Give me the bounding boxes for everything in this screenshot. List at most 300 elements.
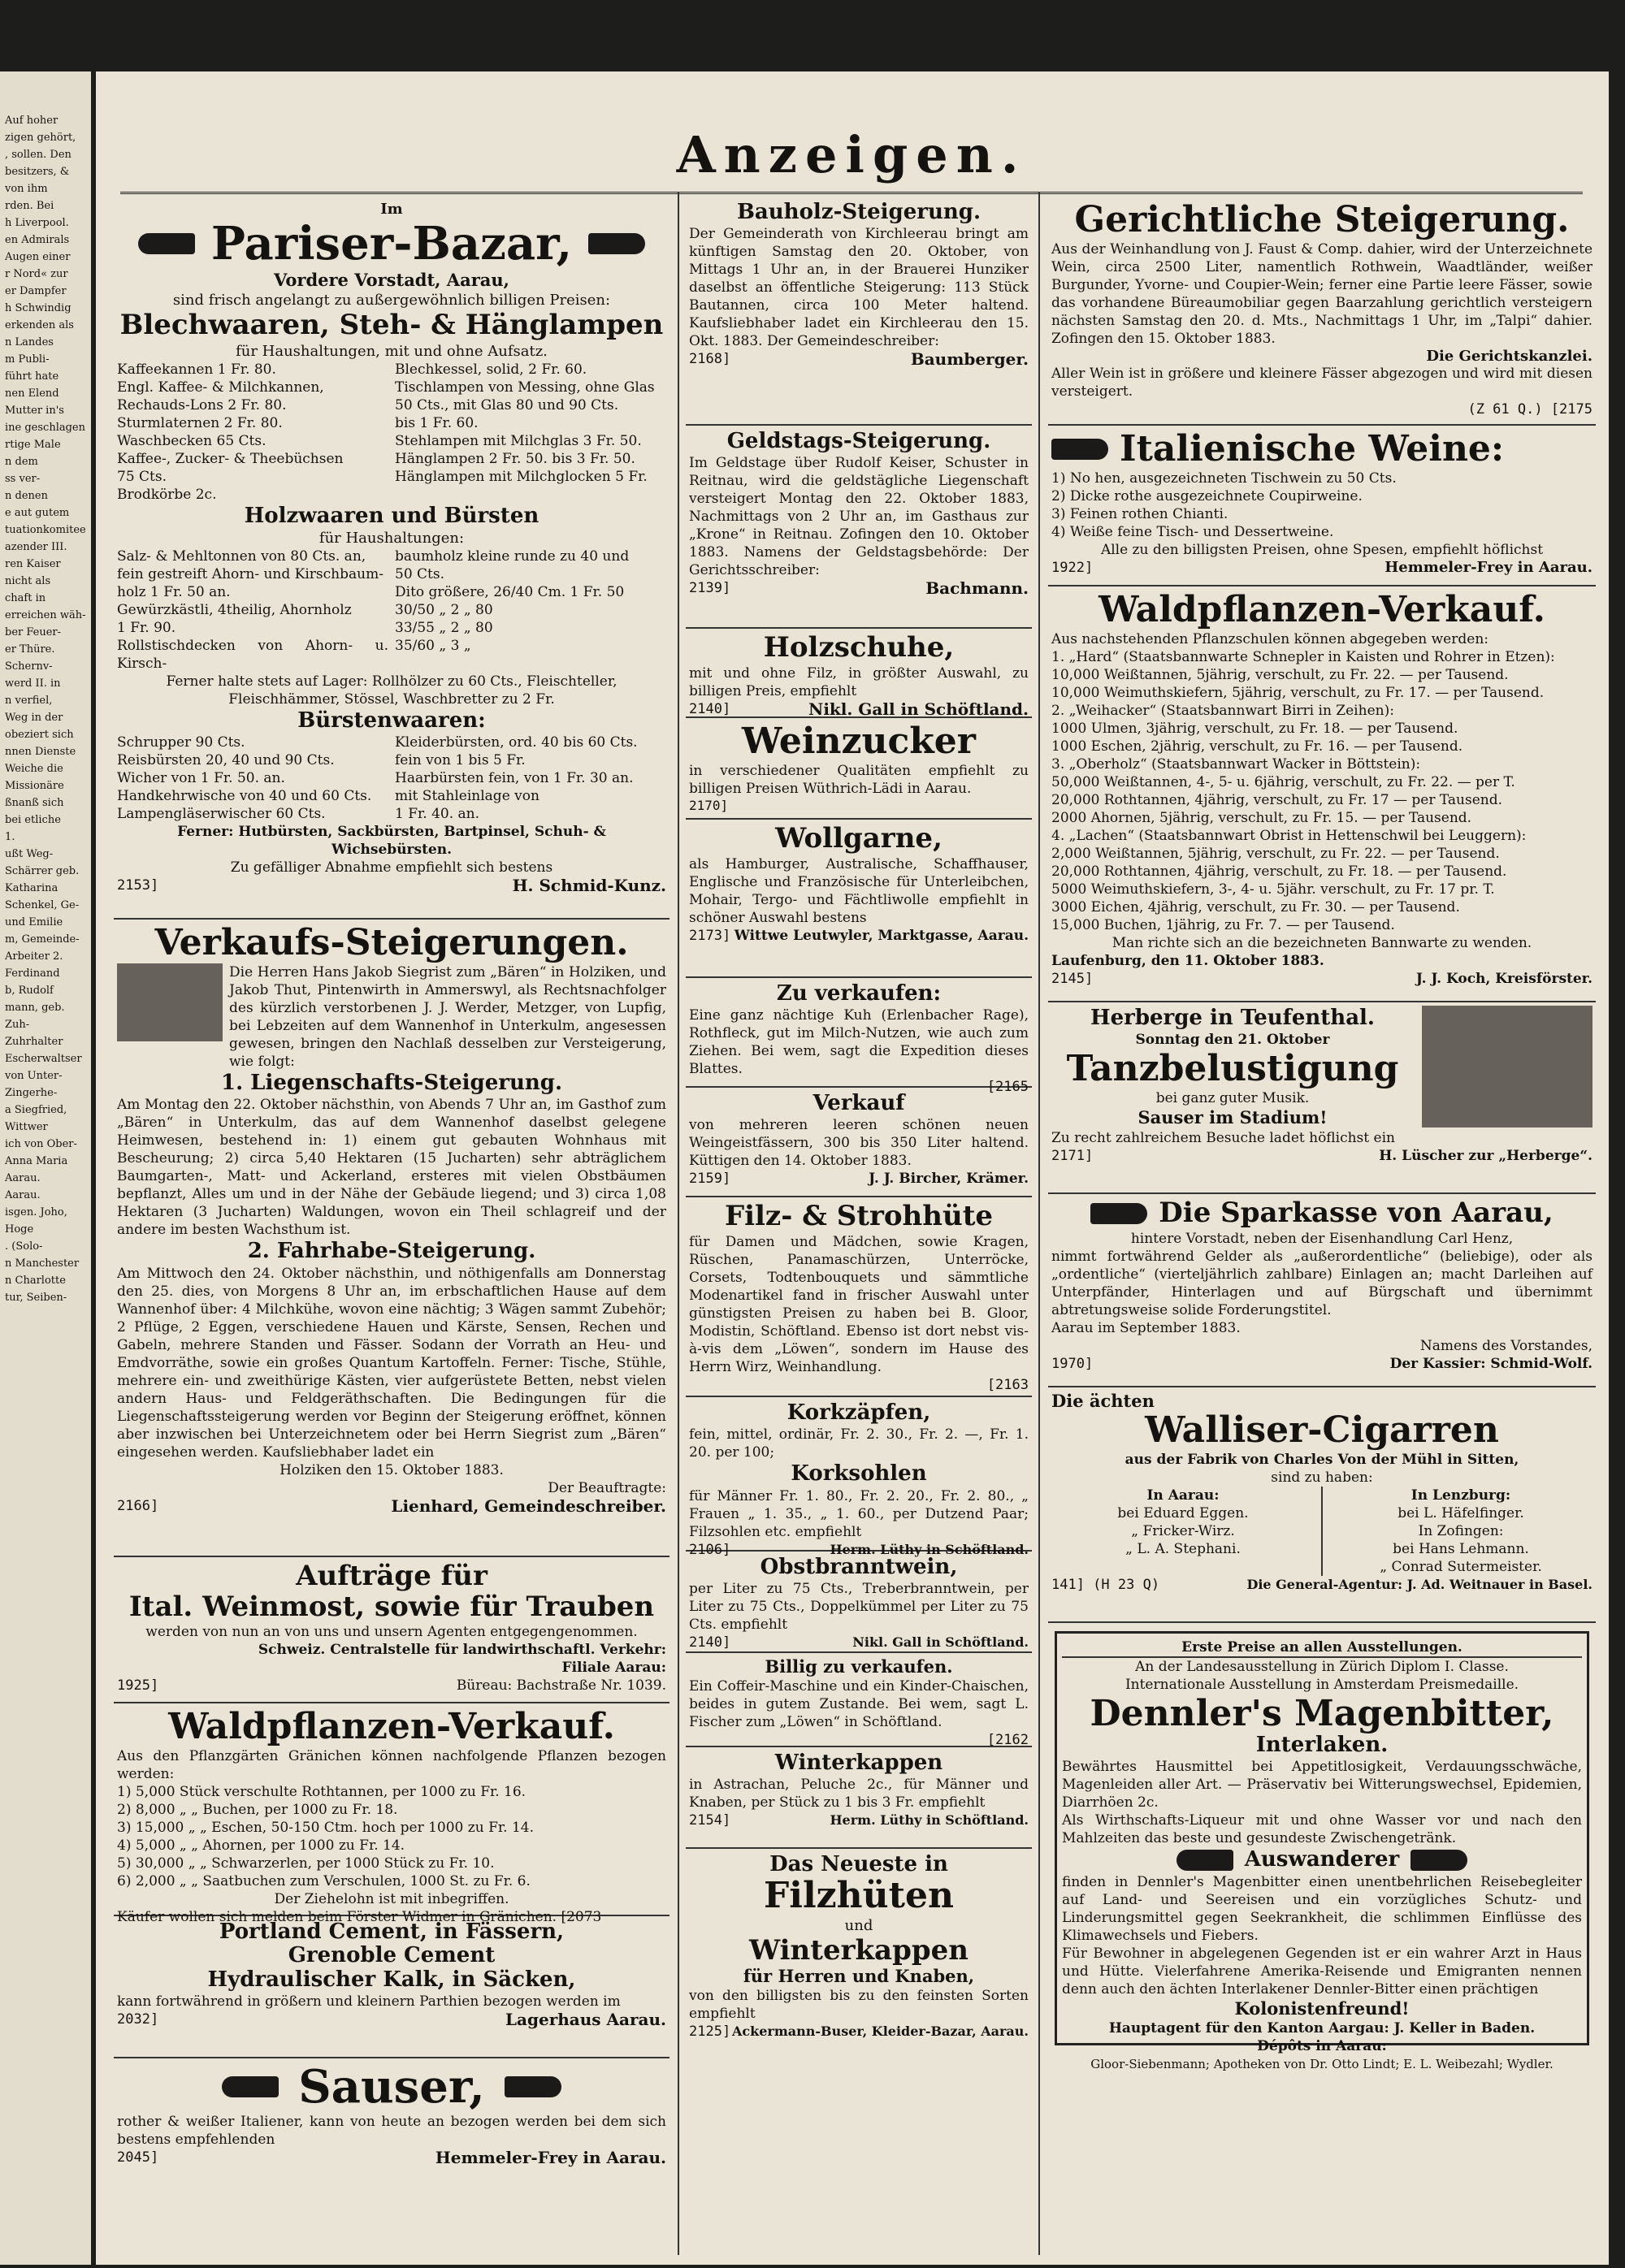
ad-text: Der Beauftragte:: [548, 1479, 666, 1496]
ad-title: Waldpflanzen-Verkauf.: [1098, 589, 1545, 630]
ad-bauholz: [686, 197, 1032, 426]
price-list-right: [395, 734, 666, 823]
strip-line: Wittwer: [5, 1121, 48, 1133]
ad-kork: [686, 1397, 1032, 1558]
pointing-hand-icon: [138, 233, 195, 254]
ad-text: kann fortwährend in größern und kleinern Parthien bezogen werden im: [117, 1993, 621, 2010]
price-item: Hänglampen mit Milchglocken 5 Fr.: [395, 468, 648, 485]
strip-line: a Siegfried,: [5, 1104, 67, 1116]
list-item: 2. „Weihacker“ (Staatsbannwart Birri in Zeihen):: [1051, 703, 1394, 720]
price-list: [117, 361, 666, 504]
pointing-hand-icon: [1176, 1850, 1233, 1871]
list-item: 2000 Ahornen, 5jährig, verschult, zu Fr. 15. — per Tausend.: [1051, 810, 1472, 827]
price-item: Salz- & Mehltonnen von 80 Cts. an,: [117, 548, 366, 565]
ad-code: 2171]: [1051, 1147, 1094, 1164]
ad-code: 2159]: [689, 1171, 731, 1188]
strip-line: erkenden als: [5, 319, 74, 331]
price-item: Waschbecken 65 Cts.: [117, 432, 266, 449]
strip-line: Augen einer: [5, 251, 71, 263]
list-item: 1000 Ulmen, 3jährig, verschult, zu Fr. 18. — per Tausend.: [1051, 721, 1458, 738]
strip-line: , sollen. Den: [5, 149, 72, 161]
ad-text: Im Geldstage über Rudolf Keiser, Schuster in Reitnau, wird die geldstägliche Liegenschaft versteigert Montag den 22. Oktober 1883, Nachmittags von 2 Uhr an, im Gasthaus zur „Krone“ in Reitnau. Zofingen den 10. Oktober 1883. Namens der Geldstagsbehörde: Der Gerichtsschreiber:: [689, 455, 1029, 579]
ad-title: Holzschuhe,: [763, 631, 955, 664]
ad-text: werden von nun an von uns und unsern Agenten entgegengenommen.: [145, 1624, 638, 1641]
ad-code: 2140]: [689, 700, 731, 717]
strip-line: h Liverpool.: [5, 217, 69, 229]
price-item: 35/60 „ 3 „: [395, 637, 471, 654]
strip-line: ußt Weg-: [5, 848, 54, 860]
masthead-title: Anzeigen.: [676, 125, 1027, 184]
price-item: 50 Cts., mit Glas 80 und 90 Cts.: [395, 396, 619, 413]
strip-line: ren Kaiser: [5, 558, 61, 570]
strip-line: r Nord« zur: [5, 268, 68, 280]
ad-text: rother & weißer Italiener, kann von heute an bezogen werden bei dem sich bestens empfehlenden: [117, 2113, 666, 2148]
strip-line: von Unter-: [5, 1070, 63, 1082]
price-item: Rechauds-Lons 2 Fr. 80.: [117, 396, 287, 413]
price-item: Hänglampen 2 Fr. 50. bis 3 Fr. 50.: [395, 450, 635, 467]
ad-text: Hauptagent für den Kanton Aargau: J. Keller in Baden.: [1108, 2019, 1536, 2036]
ad-text: als Hamburger, Australische, Schaffhauser, Englische und Französische für Unterleibchen, Mohair, Tergo- und Fächtliwolle empfiehlt in schöner Auswahl bestens: [689, 855, 1029, 926]
strip-line: von ihm: [5, 183, 48, 195]
ad-text: Käufer wollen sich melden beim Förster Widmer in Gränichen. [2073: [117, 1909, 602, 1926]
strip-line: Auf hoher: [5, 115, 58, 127]
ad-signature: Wittwe Leutwyler, Marktgasse, Aarau.: [734, 927, 1029, 944]
ad-title: Filzhüten: [764, 1875, 954, 1917]
ad-signature: Nikl. Gall in Schöftland.: [852, 1634, 1029, 1651]
list-item: 1) 5,000 Stück verschulte Rothtannen, per 1000 zu Fr. 16.: [117, 1784, 526, 1801]
ad-code: 2045]: [117, 2149, 159, 2166]
price-list-left: [117, 734, 388, 823]
list-item: 4) 5,000 „ „ Ahornen, per 1000 zu Fr. 14.: [117, 1837, 405, 1855]
ad-title: Korkzäpfen,: [786, 1400, 931, 1425]
strip-line: en Admirals: [5, 234, 70, 246]
ad-signature: Lienhard, Gemeindeschreiber.: [391, 1495, 666, 1516]
ad-text: von mehreren leeren schönen neuen Weingeistfässern, 300 bis 350 Liter haltend. Küttigen den 14. Oktober 1883.: [689, 1117, 1029, 1170]
price-item: Wicher von 1 Fr. 50. an.: [117, 770, 285, 787]
ad-text: Die Herren Hans Jakob Siegrist zum „Bären“ in Holziken, und Jakob Thut, Pintenwirth in Ammerswyl, als Rechtsnachfolger des kürzlich verstorbenen J. J. Werder, Metzger, von Lupfig, bei Lebzeiten auf dem Wannenhof in Unterkulm, angesessen gewesen, bringen den Nachlaß desselben zur Versteigerung, wie folgt:: [229, 964, 666, 1071]
ad-text: Aller Wein ist in größere und kleinere Fässer abgezogen und wird mit diesen versteigert.: [1051, 366, 1592, 400]
pointing-hand-icon: [1090, 1203, 1147, 1224]
strip-line: n denen: [5, 490, 48, 502]
engraving-illustration: [1422, 1006, 1592, 1128]
ad-address: Vordere Vorstadt, Aarau,: [274, 269, 509, 290]
ad-code: 2153]: [117, 877, 159, 894]
ad-signature: Nikl. Gall in Schöftland.: [808, 699, 1029, 719]
strip-line: ss ver-: [5, 473, 41, 485]
ad-title: Obstbranntwein,: [760, 1555, 958, 1579]
price-item: Stehlampen mit Milchglas 3 Fr. 50.: [395, 432, 642, 449]
ad-list: [117, 1783, 666, 1890]
ad-text: in verschiedener Qualitäten empfiehlt zu billigen Preisen Wüthrich-Lädi in Aarau.: [689, 763, 1029, 798]
ad-obstbranntwein: [686, 1552, 1032, 1653]
price-item: Blechkessel, solid, 2 Fr. 60.: [395, 361, 587, 378]
strip-line: mann, geb.: [5, 1002, 65, 1014]
price-item: baumholz kleine runde zu 40 und: [395, 548, 630, 565]
ad-list: [1051, 1504, 1315, 1558]
ad-text: sind zu haben:: [1271, 1469, 1373, 1487]
strip-line: h Schwindig: [5, 302, 72, 314]
ad-title: Billig zu verkaufen.: [765, 1656, 953, 1677]
ad-walliser-cigarren: [1048, 1387, 1596, 1623]
ad-section-title: Blechwaaren, Steh- & Hänglampen: [119, 308, 664, 341]
pointing-hand-icon: [222, 2076, 279, 2097]
ad-title: Italienische Weine:: [1120, 428, 1505, 470]
price-item: fein gestreift Ahorn- und Kirschbaum-: [117, 565, 384, 582]
ad-text: Ferner halte stets auf Lager: Rollhölzer zu 60 Cts., Fleischteller, Fleischhämmer, Stössel, Waschbretter zu 2 Fr.: [166, 673, 618, 708]
ad-title: Sauser,: [298, 2060, 485, 2114]
list-item: 2,000 Weißtannen, 5jährig, verschult, zu Fr. 22. — per Tausend.: [1051, 846, 1500, 863]
ad-title: Zu verkaufen:: [776, 981, 942, 1006]
ad-text: aus der Fabrik von Charles Von der Mühl in Sitten,: [1124, 1452, 1519, 1469]
strip-line: ine geschlagen: [5, 422, 85, 434]
ad-signature: Hemmeler-Frey in Aarau.: [1384, 559, 1592, 577]
strip-line: n Charlotte: [5, 1275, 66, 1287]
price-item: holz 1 Fr. 50 an.: [117, 583, 231, 600]
ad-cement: [114, 1916, 670, 2058]
ad-text: Internationale Ausstellung in Amsterdam Preismedaille.: [1124, 1677, 1519, 1693]
ad-title: Gerichtliche Steigerung.: [1074, 199, 1570, 240]
ad-title: Erste Preise an allen Ausstellungen.: [1062, 1638, 1582, 1658]
ad-date: Sonntag den 21. Oktober: [1135, 1032, 1330, 1049]
strip-line: Zingerhe-: [5, 1087, 58, 1099]
strip-line: Schärrer geb.: [5, 865, 80, 877]
ad-verkaufs-steigerungen: [114, 920, 670, 1557]
ad-title: Interlaken.: [1255, 1733, 1389, 1758]
strip-line: e aut gutem: [5, 507, 70, 519]
list-item: 50,000 Weißtannen, 4-, 5- u. 6jährig, verschult, zu Fr. 22. — per T.: [1051, 774, 1515, 791]
strip-line: m, Gemeinde-: [5, 933, 80, 946]
ad-text: Zu recht zahlreichem Besuche ladet höflichst ein: [1051, 1129, 1395, 1146]
strip-line: zigen gehört,: [5, 132, 76, 144]
price-list-right: [395, 548, 666, 673]
ad-code: 2166]: [117, 1497, 159, 1514]
ad-text: Ferner: Hutbürsten, Sackbürsten, Bartpinsel, Schuh- & Wichsebürsten.: [177, 824, 606, 859]
ad-title: für Herren und Knaben,: [743, 1966, 975, 1987]
ad-code: 141] (H 23 Q): [1051, 1577, 1160, 1594]
ad-title: Korksohlen: [791, 1461, 927, 1487]
ad-list: [1329, 1504, 1592, 1576]
strip-line: Schenkel, Ge-: [5, 899, 80, 911]
strip-line: isgen. Joho,: [5, 1206, 67, 1218]
strip-line: Weiche die: [5, 763, 63, 775]
strip-line: n Manchester: [5, 1257, 80, 1270]
price-item: Schrupper 90 Cts.: [117, 734, 245, 751]
ad-code: 2140]: [689, 1634, 731, 1651]
strip-line: ßnanß sich: [5, 797, 64, 809]
ad-text: finden in Dennler's Magenbitter einen unentbehrlichen Reisebegleiter auf Land- und Seereisen und ein vorzügliches Schutz- und Linderungsmittel gegen Seekrankheit, die schlimmen Einflüsse des Klimawechsels und Fiebers.: [1062, 1873, 1582, 1944]
price-item: Haarbürsten fein, von 1 Fr. 30 an.: [395, 770, 634, 787]
strip-line: Ferdinand: [5, 967, 60, 980]
ad-date: Aarau im September 1883.: [1051, 1319, 1241, 1336]
list-item: 3000 Eichen, 4jährig, verschult, zu Fr. 30. — per Tausend.: [1051, 899, 1460, 916]
strip-line: Aarau.: [5, 1189, 41, 1201]
ad-holzschuhe: [686, 629, 1032, 718]
list-item: 2) 8,000 „ „ Buchen, per 1000 zu Fr. 18.: [117, 1802, 398, 1819]
ad-title: Die ächten: [1051, 1391, 1155, 1411]
ad-title: Winterkappen: [774, 1751, 943, 1775]
ad-date: Laufenburg, den 11. Oktober 1883.: [1051, 953, 1324, 970]
strip-line: rtige Male: [5, 439, 61, 451]
price-item: 1 Fr. 90.: [117, 619, 176, 636]
newspaper-page: [96, 71, 1609, 2265]
price-item: Dito größere, 26/40 Cm. 1 Fr. 50: [395, 583, 625, 600]
pointing-hand-icon: [505, 2076, 561, 2097]
ad-signature: Bachmann.: [925, 578, 1029, 599]
ad-code: 2173]: [689, 927, 731, 944]
ad-list: [1051, 648, 1592, 934]
ad-sauser: [114, 2058, 670, 2180]
column-1: [107, 192, 676, 2255]
ad-code: [2163: [986, 1376, 1029, 1393]
ad-code: [2162: [986, 1732, 1029, 1749]
ad-signature: Die General-Agentur: J. Ad. Weitnauer in Basel.: [1246, 1577, 1592, 1593]
ad-herberge-teufenthal: [1048, 1002, 1596, 1194]
ad-text: Eine ganz nächtige Kuh (Erlenbacher Rage), Rothfleck, gut im Milch-Nutzen, wie auch zum Ziehen. Bei wem, sagt die Expedition dieses Blattes.: [689, 1007, 1029, 1078]
strip-line: rden. Bei: [5, 200, 54, 212]
ad-title: Das Neueste in: [769, 1852, 948, 1876]
ad-text: Ein Coffeir-Maschine und ein Kinder-Chaischen, beides in gutem Zustande. Bei wem, sagt L. Fischer zum „Löwen“ in Schöftland.: [689, 1678, 1029, 1731]
ad-auftraege: [114, 1557, 670, 1703]
ad-title: Winterkappen: [749, 1934, 968, 1967]
ad-verkauf-faesser: [686, 1088, 1032, 1197]
strip-line: nicht als: [5, 575, 51, 587]
ad-code: 2145]: [1051, 971, 1094, 988]
price-item: Reisbürsten 20, 40 und 90 Cts.: [117, 752, 335, 769]
strip-line: erreichen wäh-: [5, 609, 86, 621]
ad-signature: J. J. Koch, Kreisförster.: [1415, 971, 1592, 988]
ad-signature: J. J. Bircher, Krämer.: [869, 1171, 1029, 1188]
ad-title: Hydraulischer Kalk, in Säcken,: [207, 1967, 576, 1992]
strip-line: azender III.: [5, 541, 67, 553]
masthead: [120, 122, 1583, 194]
ad-signature: Ackermann-Buser, Kleider-Bazar, Aarau.: [731, 2023, 1029, 2040]
price-item: Rollstischdecken von Ahorn- u. Kirsch-: [117, 637, 388, 672]
ad-title: Wollgarne,: [775, 822, 942, 855]
strip-line: Katharina: [5, 882, 58, 894]
ad-intro: sind frisch angelangt zu außergewöhnlich billigen Preisen:: [172, 291, 611, 309]
ad-text: von den billigsten bis zu den feinsten Sorten empfiehlt: [689, 1988, 1029, 2023]
column-2: [678, 192, 1040, 2255]
ad-signature: Hemmeler-Frey in Aarau.: [435, 2147, 666, 2167]
price-list-left: [117, 548, 388, 673]
ad-sparkasse: [1048, 1194, 1596, 1387]
ad-title: Waldpflanzen-Verkauf.: [168, 1706, 615, 1747]
price-item: 75 Cts.: [117, 468, 167, 485]
price-item: fein von 1 bis 5 Fr.: [395, 752, 526, 769]
ad-text: fein, mittel, ordinär, Fr. 2. 30., Fr. 2. —, Fr. 1. 20. per 100;: [689, 1426, 1029, 1461]
ad-title-lines: [117, 1921, 666, 1991]
ad-weinzucker: [686, 718, 1032, 820]
ad-text: nimmt fortwährend Gelder als „außerordentliche“ (beliebige), oder als „ordentliche“ (vierteljährlich zahlbare) Einlagen an; macht Darleihen auf Unterpfänder, Hinterlagen und auf Bürgschaft und übernimmt abtretungsweise solide Forderungstitel.: [1051, 1248, 1592, 1318]
adjacent-page-strip: [0, 71, 91, 2265]
strip-line: Weg in der: [5, 712, 63, 724]
list-item: 1000 Eschen, 2jährig, verschult, zu Fr. 16. — per Tausend.: [1051, 738, 1463, 755]
ad-filz-strohhuete: [686, 1197, 1032, 1397]
list-item: 1. „Hard“ (Staatsbannwarte Schnepler in Kaisten und Rohrer in Etzen):: [1051, 649, 1555, 666]
list-item: 5000 Weimuthskiefern, 3-, 4- u. 5jähr. verschult, zu Fr. 17 pr. T.: [1051, 881, 1495, 898]
ad-signature: Herm. Lüthy in Schöftland.: [830, 1812, 1029, 1829]
strip-line: n Landes: [5, 336, 54, 348]
ad-title: Pariser-Bazar,: [210, 217, 573, 271]
pointing-hand-icon: [1051, 439, 1108, 460]
ad-zu-verkaufen: [686, 978, 1032, 1096]
strip-line: Hoge: [5, 1223, 34, 1236]
ad-list: [1051, 470, 1592, 541]
ad-text: in Astrachan, Peluche 2c., für Männer und Knaben, per Stück zu 1 bis 3 Fr. empfiehlt: [689, 1777, 1029, 1811]
ad-text: Bewährtes Hausmittel bei Appetitlosigkeit, Verdauungsschwäche, Magenleiden aller Art. — Präservativ bei Witterungswechsel, Epidemien, Diarrhöen 2c.: [1062, 1759, 1582, 1811]
price-item: mit Stahleinlage von: [395, 788, 540, 805]
strip-line: Zuh-: [5, 1019, 30, 1031]
ad-gerichtliche-steigerung: [1048, 197, 1596, 426]
ad-title: Kolonistenfreund!: [1234, 1997, 1410, 2019]
list-item: bei L. Häfelfinger.: [1398, 1505, 1524, 1522]
ad-title: Portland Cement, in Fässern,: [219, 1920, 565, 1944]
strip-line: Zuhrhalter: [5, 1036, 63, 1048]
price-list: [117, 734, 666, 823]
strip-line: obeziert sich: [5, 729, 74, 741]
ad-title: Dennler's Magenbitter,: [1090, 1693, 1554, 1734]
ad-text: mit und ohne Filz, in größter Auswahl, zu billigen Preis, empfiehlt: [689, 664, 1029, 699]
list-item: 10,000 Weimuthskiefern, 5jährig, verschult, zu Fr. 17. — per Tausend.: [1051, 685, 1545, 702]
ad-code: 2125]: [689, 2023, 731, 2041]
price-item: Brodkörbe 2c.: [117, 486, 217, 503]
list-item: 20,000 Rothtannen, 4jährig, verschult, zu Fr. 17 — per Tausend.: [1051, 792, 1503, 809]
ad-signature: Die Gerichtskanzlei.: [1426, 348, 1592, 366]
ad-dennler: [1048, 1623, 1596, 2071]
strip-line: besitzers, &: [5, 166, 70, 178]
ad-address: hintere Vorstadt, neben der Eisenhandlung Carl Henz,: [1130, 1230, 1514, 1247]
ad-signature: H. Lüscher zur „Herberge“.: [1379, 1147, 1592, 1164]
ad-text: bei ganz guter Musik.: [1155, 1090, 1310, 1107]
list-item: 1) No hen, ausgezeichneten Tischwein zu 50 Cts.: [1051, 470, 1397, 487]
ad-title: Weinzucker: [742, 721, 976, 762]
strip-line: ber Feuer-: [5, 626, 62, 638]
strip-line: Aarau.: [5, 1172, 41, 1184]
ad-text: Als Wirthschafts-Liqueur mit und ohne Wasser vor und nach den Mahlzeiten das beste und gesundeste Zwischengetränk.: [1062, 1812, 1582, 1847]
ad-text: Alle zu den billigsten Preisen, ohne Spesen, empfiehlt höflichst: [1100, 542, 1544, 559]
list-item: „ Conrad Sutermeister.: [1380, 1559, 1542, 1576]
list-item: 4. „Lachen“ (Staatsbannwart Obrist in Hettenschwil bei Leuggern):: [1051, 828, 1527, 845]
ad-code: 2168]: [689, 351, 731, 368]
ad-text: und: [844, 1917, 873, 1935]
list-item: „ L. A. Stephani.: [1125, 1541, 1241, 1558]
price-item: Kaffeekannen 1 Fr. 80.: [117, 361, 276, 378]
ad-section-sub: für Haushaltungen, mit und ohne Aufsatz.: [236, 342, 548, 360]
ad-intro-word: Im: [380, 201, 403, 218]
column-3: [1042, 192, 1602, 2255]
list-item: bei Hans Lehmann.: [1393, 1541, 1529, 1558]
price-item: Sturmlaternen 2 Fr. 80.: [117, 414, 283, 431]
price-item: Lampengläserwischer 60 Cts.: [117, 806, 326, 823]
ad-code: 1922]: [1051, 560, 1094, 577]
ad-text: Am Mittwoch den 24. Oktober nächsthin, und nöthigenfalls am Donnerstag den 25. dies, von Morgens 8 Uhr an, im erbschaftlichen Hause auf dem Wannenhof über: 4 Milchkühe, wovon eine nächtig; 3 Wägen sammt Zubehör; 2 Pflüge, 2 Eggen, verschiedene Hauen und Kärste, Sensen, Rechen und Gabeln, mehrere Standen und Fässer. Sodann der Vorrath an Heu- und Emdvorräthe, sowie ein großes Quantum Kartoffeln. Ferner: Tische, Stühle, mehrere ein- und zweithürige Kästen, vier aufgerüstete Betten, nebst vielen andern Haus- und Feldgeräthschaften. Die Bedingungen für die Liegenschaftssteigerung werden vor Beginn der Steigerung eröffnet, können aber inzwischen bei Unterzeichnetem oder bei Herrn Siegrist zum „Bären“ eingesehen werden. Kaufsliebhaber ladet ein: [117, 1265, 666, 1461]
ad-text: An der Landesausstellung in Zürich Diplom I. Classe.: [1135, 1659, 1509, 1675]
strip-line: Escherwaltser: [5, 1053, 82, 1065]
ad-title: Ital. Weinmost, sowie für Trauben: [128, 1590, 655, 1623]
list-item: 4) Weiße feine Tisch- und Dessertweine.: [1051, 524, 1334, 541]
ad-title: Filz- & Strohhüte: [724, 1200, 994, 1232]
ad-text: In Aarau:: [1146, 1487, 1220, 1504]
ad-text: Zu gefälliger Abnahme empfiehlt sich bestens: [230, 859, 553, 876]
strip-line: nen Elend: [5, 387, 59, 400]
ad-text: Aus den Pflanzgärten Gränichen können nachfolgende Pflanzen bezogen werden:: [117, 1748, 666, 1783]
ad-pariser-bazar: [114, 197, 670, 920]
strip-line: führt hate: [5, 370, 59, 383]
ad-title: Tanzbelustigung: [1066, 1048, 1399, 1090]
strip-line: Anna Maria: [5, 1155, 68, 1167]
price-item: 33/55 „ 2 „ 80: [395, 619, 493, 636]
ad-text: für Männer Fr. 1. 80., Fr. 2. 20., Fr. 2. 80., „ Frauen „ 1. 35., „ 1. 60., per Dutzend Paar; Filzsohlen etc. empfiehlt: [689, 1487, 1029, 1540]
price-item: 50 Cts.: [395, 565, 445, 582]
ad-text: In Lenzburg:: [1410, 1487, 1511, 1504]
ad-text: Aus nachstehenden Pflanzschulen können abgegeben werden:: [1051, 631, 1488, 648]
strip-line: m Publi-: [5, 353, 50, 366]
ad-text: Für Bewohner in abgelegenen Gegenden ist er ein wahrer Arzt in Haus und Hütte. Vielerfahrene Amerika-Reisende und Emigranten nennen denn auch den ächten Interlakener Dennler-Bitter einen prächtigen: [1062, 1945, 1582, 1997]
list-item: bei Eduard Eggen.: [1117, 1505, 1249, 1522]
list-item: 2) Dicke rothe ausgezeichnete Coupirweine.: [1051, 488, 1363, 505]
ad-text: Filiale Aarau:: [561, 1660, 666, 1677]
price-list-left: [117, 361, 388, 504]
ad-title: Bauholz-Steigerung.: [736, 200, 982, 224]
ad-title: Verkauf: [812, 1091, 905, 1115]
ad-text: Namens des Vorstandes,: [1419, 1337, 1592, 1354]
price-item: Handkehrwische von 40 und 60 Cts.: [117, 788, 372, 805]
strip-line: tuationkomitee: [5, 524, 86, 536]
strip-line: nnen Dienste: [5, 746, 76, 758]
price-item: Tischlampen von Messing, ohne Glas: [395, 379, 655, 396]
strip-line: Missionäre: [5, 780, 64, 792]
ad-text: Gloor-Siebenmann; Apotheken von Dr. Otto Lindt; E. L. Weibezahl; Wydler.: [1090, 2056, 1554, 2071]
ad-neueste-filzhuete: [686, 1849, 1032, 2060]
list-item: In Zofingen:: [1418, 1523, 1504, 1540]
ad-title: Verkaufs-Steigerungen.: [154, 922, 629, 963]
ad-text: Büreau: Bachstraße Nr. 1039.: [456, 1677, 666, 1695]
list-item: „ Fricker-Wirz.: [1131, 1523, 1235, 1540]
strip-line: Arbeiter 2.: [5, 950, 63, 963]
ad-date: Holziken den 15. Oktober 1883.: [280, 1461, 504, 1478]
ad-signature: Lagerhaus Aarau.: [505, 2009, 666, 2029]
strip-line: b, Rudolf: [5, 985, 54, 997]
ad-text: für Damen und Mädchen, sowie Kragen, Rüschen, Panamaschürzen, Unterröcke, Corsets, Todtenbouquets und sämmtliche Modenartikel fand in frischer Auswahl unter günstigsten Preisen zu haben bei B. Gloor, Modistin, Schöftland. Ebenso ist dort nebst vis-à-vis dem „Löwen“, sondern im Hause des Herrn Wirz, Weinhandlung.: [689, 1233, 1029, 1375]
ad-title: Aufträge für: [296, 1560, 488, 1592]
ad-section-title: Holzwaaren und Bürsten: [244, 503, 540, 528]
strip-line: . (Solo-: [5, 1240, 43, 1253]
ad-billig: [686, 1653, 1032, 1747]
ad-text: Aus der Weinhandlung von J. Faust & Comp. dahier, wird der Unterzeichnete Wein, circa 2500 Liter, namentlich Rothwein, Waadtländer, weißer Burgunder, Yvorne- und Coupier-Wein; ferner eine Partie leere Fässer, sowie das vorhandene Büreaumobiliar gegen Baarzahlung gerichtlich versteigern nächsten Samstag den 20. d. Mts., Nachmittags 1 Uhr, im „Talpi“ dahier. Zofingen den 15. Oktober 1883.: [1051, 241, 1592, 348]
price-list-right: [395, 361, 666, 504]
strip-line: ich von Ober-: [5, 1138, 77, 1150]
ad-title: Auswanderer: [1244, 1847, 1400, 1872]
ad-title: Geldstags-Steigerung.: [726, 429, 991, 453]
strip-line: n verfiel,: [5, 695, 53, 707]
ad-code: 1970]: [1051, 1355, 1094, 1372]
ad-signature: H. Schmid-Kunz.: [512, 876, 666, 896]
ad-title: Herberge in Teufenthal.: [1090, 1006, 1375, 1030]
ad-text: Der Ziehelohn ist mit inbegriffen.: [274, 1891, 509, 1908]
price-list: [117, 548, 666, 673]
strip-line: er Dampfer: [5, 285, 67, 297]
strip-line: er Thüre.: [5, 643, 55, 656]
ad-italienische-weine: [1048, 426, 1596, 586]
ad-text: Dépôts in Aarau:: [1257, 2037, 1387, 2054]
price-item: Engl. Kaffee- & Milchkannen,: [117, 379, 324, 396]
ad-code: (Z 61 Q.) [2175: [1467, 401, 1592, 418]
ad-wollgarne: [686, 820, 1032, 978]
ad-code: 2139]: [689, 580, 731, 597]
ad-geldstag: [686, 426, 1032, 629]
ad-signature: Herm. Lüthy in Schöftland.: [830, 1541, 1029, 1557]
price-item: Kleiderbürsten, ord. 40 bis 60 Cts.: [395, 734, 638, 751]
